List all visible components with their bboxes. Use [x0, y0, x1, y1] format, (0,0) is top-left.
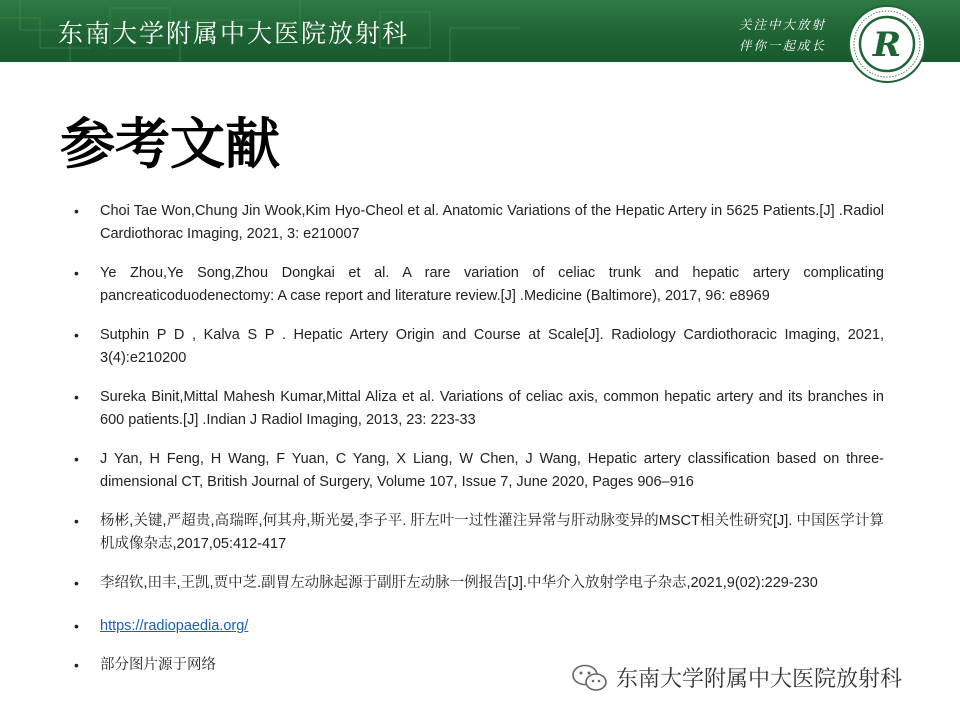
- page-title: 参考文献: [60, 112, 281, 176]
- hospital-logo: [847, 4, 927, 84]
- reference-item: [72, 200, 884, 246]
- bullet-icon: •: [74, 575, 79, 591]
- reference-text: 杨彬,关键,严超贵,高瑞晖,何其舟,斯光晏,李子平. 肝左叶一过性灌注异常与肝动脉变异的MSCT相关性研究[J]. 中国医学计算机成像杂志,2017,05:412-417: [100, 513, 884, 552]
- reference-item: [72, 510, 884, 556]
- reference-text: 李绍钦,田丰,王凯,贾中芝.副胃左动脉起源于副肝左动脉一例报告[J].中华介入放射学电子杂志,2021,9(02):229-230: [100, 575, 818, 591]
- logo-letter: R: [872, 25, 902, 65]
- wechat-icon: [570, 663, 610, 693]
- watermark: [570, 662, 902, 693]
- bullet-icon: •: [74, 513, 79, 529]
- header-bar: [0, 0, 960, 62]
- reference-text: Ye Zhou,Ye Song,Zhou Dongkai et al. A rare variation of celiac trunk and hepatic artery complicating pancreaticoduodenectomy: A case report and literature review.[J] .Medicine (Baltimore), 2017, 96: e8969: [100, 265, 884, 304]
- bullet-icon: •: [74, 618, 79, 634]
- bullet-icon: •: [74, 265, 79, 281]
- header-slogan-line1: 关注中大放射: [738, 17, 826, 32]
- reference-item: [72, 324, 884, 370]
- reference-item: [72, 572, 884, 595]
- watermark-text: 东南大学附属中大医院放射科: [616, 667, 903, 692]
- reference-item: [72, 262, 884, 308]
- header-slogan-line2: 伴你一起成长: [738, 38, 826, 53]
- bullet-icon: •: [74, 203, 79, 219]
- reference-text: J Yan, H Feng, H Wang, F Yuan, C Yang, X Liang, W Chen, J Wang, Hepatic artery classification based on three-dimensional CT, British Journal of Surgery, Volume 107, Issue 7, June 2020, Pages 906–916: [100, 451, 884, 490]
- bullet-icon: •: [74, 389, 79, 405]
- bullet-icon: •: [74, 327, 79, 343]
- reference-item: [72, 448, 884, 494]
- bullet-icon: •: [74, 451, 79, 467]
- reference-text: Sureka Binit,Mittal Mahesh Kumar,Mittal Aliza et al. Variations of celiac axis, common hepatic artery and its branches in 600 patients.[J] .Indian J Radiol Imaging, 2013, 23: 223-33: [100, 389, 884, 428]
- reference-text: Choi Tae Won,Chung Jin Wook,Kim Hyo-Cheol et al. Anatomic Variations of the Hepatic Artery in 5625 Patients.[J] .Radiol Cardiothorac Imaging, 2021, 3: e210007: [100, 203, 884, 242]
- bullet-icon: •: [74, 657, 79, 673]
- radiopaedia-link[interactable]: https://radiopaedia.org/: [100, 618, 249, 634]
- reference-item-link: [72, 615, 884, 638]
- reference-item: [72, 386, 884, 432]
- image-source-note: 部分图片源于网络: [100, 657, 216, 673]
- reference-list: [72, 200, 884, 693]
- header-title: 东南大学附属中大医院放射科: [58, 19, 410, 48]
- reference-text: Sutphin P D , Kalva S P . Hepatic Artery Origin and Course at Scale[J]. Radiology Cardiothoracic Imaging, 2021, 3(4):e210200: [100, 327, 884, 366]
